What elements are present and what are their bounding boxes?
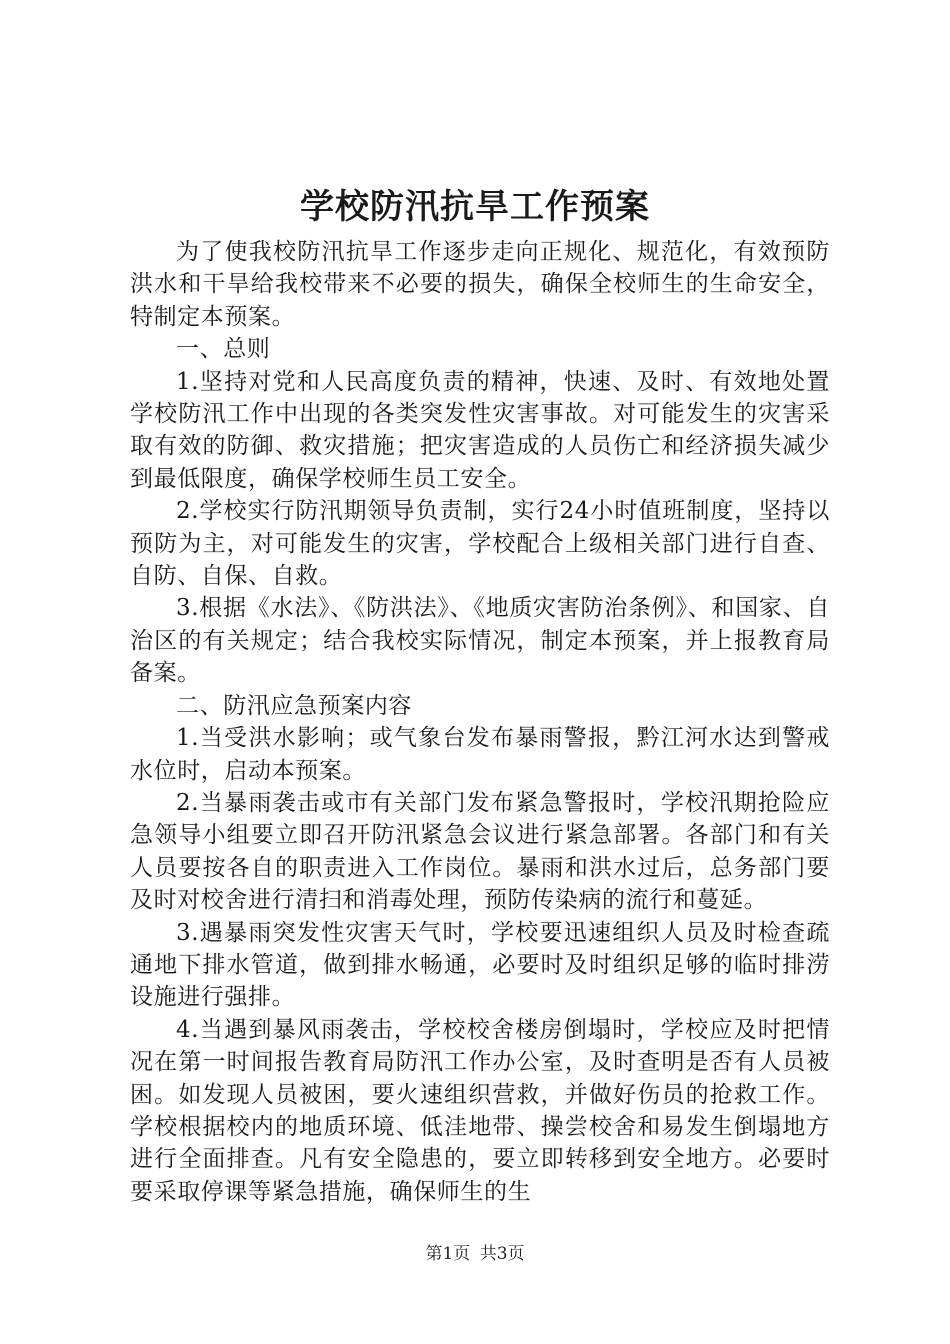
paragraph-plan-3: 3.遇暴雨突发性灾害天气时，学校要迅速组织人员及时检查疏通地下排水管道，做到排水畅通，必要时及时组织足够的临时排涝设施进行强排。 xyxy=(130,919,830,1011)
paragraph-general-2: 2.学校实行防汛期领导负责制，实行24小时值班制度，坚持以预防为主，对可能发生的灾害，学校配合上级相关部门进行自查、自防、自保、自救。 xyxy=(130,498,830,590)
document-body xyxy=(130,236,830,1208)
section-heading-general: 一、总则 xyxy=(176,336,271,363)
page-number: 第1页 xyxy=(425,1244,471,1264)
paragraph-general-3: 3.根据《水法》、《防洪法》、《地质灾害防治条例》、和国家、自治区的有关规定；结合我校实际情况，制定本预案，并上报教育局备案。 xyxy=(130,595,830,687)
page-footer xyxy=(0,1243,950,1265)
paragraph-plan-4: 4.当遇到暴风雨袭击，学校校舍楼房倒塌时，学校应及时把情况在第一时间报告教育局防汛工作办公室，及时查明是否有人员被困。如发现人员被困，要火速组织营救，并做好伤员的抢救工作。学校根据校内的地质环境、低洼地带、操尝校舍和易发生倒塌地方进行全面排查。凡有安全隐患的，要立即转移到安全地方。必要时要采取停课等紧急措施，确保师生的生 xyxy=(130,1016,830,1205)
paragraph-intro: 为了使我校防汛抗旱工作逐步走向正规化、规范化，有效预防洪水和干旱给我校带来不必要的损失，确保全校师生的生命安全，特制定本预案。 xyxy=(130,239,830,330)
paragraph-plan-1: 1.当受洪水影响；或气象台发布暴雨警报，黔江河水达到警戒水位时，启动本预案。 xyxy=(130,725,830,784)
page-total: 共3页 xyxy=(479,1244,525,1264)
paragraph-general-1: 1.坚持对党和人民高度负责的精神，快速、及时、有效地处置学校防汛工作中出现的各类突发性灾害事故。对可能发生的灾害采取有效的防御、救灾措施；把灾害造成的人员伤亡和经济损失减少到最低限度，确保学校师生员工安全。 xyxy=(130,368,830,492)
document-title: 学校防汛抗旱工作预案 xyxy=(300,187,650,227)
paragraph-plan-2: 2.当暴雨袭击或市有关部门发布紧急警报时，学校汛期抢险应急领导小组要立即召开防汛紧急会议进行紧急部署。各部门和有关人员要按各自的职责进入工作岗位。暴雨和洪水过后，总务部门要及时对校舍进行清扫和消毒处理，预防传染病的流行和蔓延。 xyxy=(130,789,830,914)
section-heading-plan-content: 二、防汛应急预案内容 xyxy=(176,692,412,719)
